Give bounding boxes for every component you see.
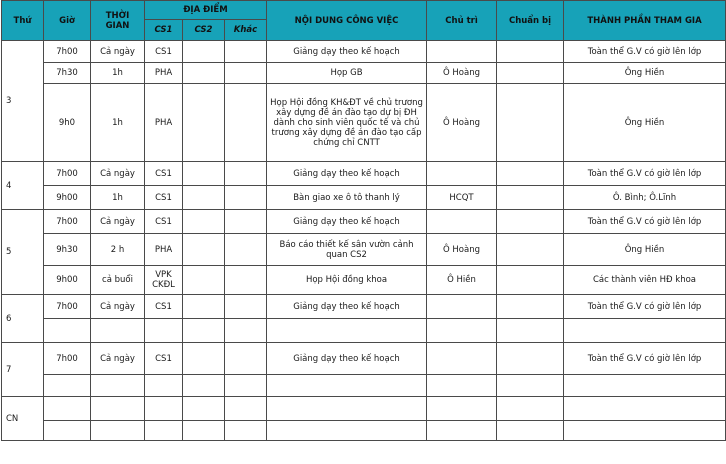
participants-cell: Toàn thể G.V có giờ lên lớp xyxy=(564,295,726,319)
content-cell: Giảng dạy theo kế hoạch xyxy=(267,41,427,63)
cs1-cell: CS1 xyxy=(145,41,183,63)
cs1-cell xyxy=(145,397,183,421)
chair-cell: Ô Hoàng xyxy=(427,63,497,84)
cs2-cell xyxy=(183,41,225,63)
chair-cell xyxy=(427,375,497,397)
khac-cell xyxy=(225,421,267,441)
participants-cell xyxy=(564,397,726,421)
cs1-cell xyxy=(145,319,183,343)
time-cell: 9h0 xyxy=(44,84,91,162)
day-cell: 6 xyxy=(2,295,44,343)
prep-cell xyxy=(497,397,564,421)
content-cell: Họp GB xyxy=(267,63,427,84)
prep-cell xyxy=(497,41,564,63)
table-row xyxy=(2,319,726,343)
duration-cell: 1h xyxy=(91,186,145,210)
content-cell: Giảng dạy theo kế hoạch xyxy=(267,162,427,186)
prep-cell xyxy=(497,162,564,186)
duration-cell: 2 h xyxy=(91,234,145,266)
header-cs1: CS1 xyxy=(145,20,183,41)
duration-cell: Cả ngày xyxy=(91,343,145,375)
khac-cell xyxy=(225,210,267,234)
participants-cell: Ông Hiền xyxy=(564,63,726,84)
participants-cell: Ông Hiền xyxy=(564,84,726,162)
participants-cell: Toàn thể G.V có giờ lên lớp xyxy=(564,41,726,63)
chair-cell xyxy=(427,343,497,375)
participants-cell: Ông Hiền xyxy=(564,234,726,266)
cs1-cell xyxy=(145,375,183,397)
duration-cell xyxy=(91,421,145,441)
header-dia-diem: ĐỊA ĐIỂM xyxy=(145,1,267,20)
time-cell xyxy=(44,375,91,397)
chair-cell xyxy=(427,162,497,186)
time-cell: 9h00 xyxy=(44,186,91,210)
participants-cell xyxy=(564,421,726,441)
khac-cell xyxy=(225,234,267,266)
table-row xyxy=(2,84,726,162)
content-cell: Giảng dạy theo kế hoạch xyxy=(267,343,427,375)
prep-cell xyxy=(497,186,564,210)
khac-cell xyxy=(225,162,267,186)
time-cell: 9h00 xyxy=(44,266,91,295)
cs1-cell: VPK CKĐL xyxy=(145,266,183,295)
duration-cell xyxy=(91,397,145,421)
cs1-cell: PHA xyxy=(145,84,183,162)
content-cell xyxy=(267,375,427,397)
khac-cell xyxy=(225,63,267,84)
table-row xyxy=(2,397,726,421)
day-cell: CN xyxy=(2,397,44,441)
cs2-cell xyxy=(183,319,225,343)
time-cell xyxy=(44,319,91,343)
participants-cell: Toàn thể G.V có giờ lên lớp xyxy=(564,210,726,234)
time-cell: 7h00 xyxy=(44,162,91,186)
time-cell: 7h00 xyxy=(44,210,91,234)
cs2-cell xyxy=(183,210,225,234)
chair-cell: Ô Hoàng xyxy=(427,234,497,266)
duration-cell: 1h xyxy=(91,84,145,162)
khac-cell xyxy=(225,343,267,375)
duration-cell: Cả ngày xyxy=(91,295,145,319)
prep-cell xyxy=(497,210,564,234)
cs2-cell xyxy=(183,295,225,319)
cs2-cell xyxy=(183,162,225,186)
content-cell: Báo cáo thiết kế sân vườn cảnh quan CS2 xyxy=(267,234,427,266)
cs2-cell xyxy=(183,421,225,441)
participants-cell: Các thành viên HĐ khoa xyxy=(564,266,726,295)
chair-cell: Ô Hiền xyxy=(427,266,497,295)
chair-cell xyxy=(427,41,497,63)
header-thoi-gian-line1: THỜI xyxy=(105,10,130,21)
table-row xyxy=(2,375,726,397)
header-gio: Giờ xyxy=(44,1,91,41)
prep-cell xyxy=(497,63,564,84)
header-thoi-gian xyxy=(91,1,145,41)
content-cell xyxy=(267,421,427,441)
table-row xyxy=(2,295,726,319)
header-chuan-bi: Chuẩn bị xyxy=(497,1,564,41)
khac-cell xyxy=(225,266,267,295)
cs2-cell xyxy=(183,375,225,397)
chair-cell xyxy=(427,319,497,343)
cs1-cell: PHA xyxy=(145,63,183,84)
table-row xyxy=(2,234,726,266)
khac-cell xyxy=(225,41,267,63)
time-cell: 7h00 xyxy=(44,343,91,375)
day-cell: 5 xyxy=(2,210,44,295)
time-cell: 7h00 xyxy=(44,295,91,319)
participants-cell: Ô. Bình; Ô.Lĩnh xyxy=(564,186,726,210)
duration-cell: Cả ngày xyxy=(91,41,145,63)
time-cell xyxy=(44,397,91,421)
time-cell: 7h00 xyxy=(44,41,91,63)
cs2-cell xyxy=(183,234,225,266)
content-cell: Giảng dạy theo kế hoạch xyxy=(267,295,427,319)
duration-cell xyxy=(91,319,145,343)
khac-cell xyxy=(225,375,267,397)
table-row xyxy=(2,421,726,441)
cs2-cell xyxy=(183,63,225,84)
participants-cell: Toàn thể G.V có giờ lên lớp xyxy=(564,162,726,186)
duration-cell: Cả ngày xyxy=(91,210,145,234)
cs1-cell: CS1 xyxy=(145,186,183,210)
chair-cell xyxy=(427,210,497,234)
table-row xyxy=(2,210,726,234)
cs1-cell: PHA xyxy=(145,234,183,266)
day-cell: 4 xyxy=(2,162,44,210)
header-thoi-gian-line2: GIAN xyxy=(105,20,130,31)
khac-cell xyxy=(225,84,267,162)
khac-cell xyxy=(225,295,267,319)
prep-cell xyxy=(497,84,564,162)
chair-cell: HCQT xyxy=(427,186,497,210)
content-cell xyxy=(267,319,427,343)
content-cell: Họp Hội đồng khoa xyxy=(267,266,427,295)
content-cell xyxy=(267,397,427,421)
cs1-cell: CS1 xyxy=(145,210,183,234)
table-row xyxy=(2,162,726,186)
cs2-cell xyxy=(183,84,225,162)
duration-cell: 1h xyxy=(91,63,145,84)
schedule-table xyxy=(1,0,726,441)
header-khac: Khác xyxy=(225,20,267,41)
time-cell xyxy=(44,421,91,441)
participants-cell xyxy=(564,375,726,397)
khac-cell xyxy=(225,186,267,210)
prep-cell xyxy=(497,319,564,343)
duration-cell: Cả ngày xyxy=(91,162,145,186)
chair-cell: Ô Hoàng xyxy=(427,84,497,162)
header-chu-tri: Chủ trì xyxy=(427,1,497,41)
participants-cell xyxy=(564,319,726,343)
content-cell: Bàn giao xe ô tô thanh lý xyxy=(267,186,427,210)
day-cell: 3 xyxy=(2,41,44,162)
cs2-cell xyxy=(183,186,225,210)
cs1-cell: CS1 xyxy=(145,295,183,319)
chair-cell xyxy=(427,397,497,421)
header-noi-dung: NỘI DUNG CÔNG VIỆC xyxy=(267,1,427,41)
table-row xyxy=(2,343,726,375)
cs1-cell: CS1 xyxy=(145,343,183,375)
table-row xyxy=(2,266,726,295)
header-thanh-phan: THÀNH PHẦN THAM GIA xyxy=(564,1,726,41)
table-row xyxy=(2,186,726,210)
prep-cell xyxy=(497,421,564,441)
chair-cell xyxy=(427,295,497,319)
time-cell: 9h30 xyxy=(44,234,91,266)
day-cell: 7 xyxy=(2,343,44,397)
cs1-cell: CS1 xyxy=(145,162,183,186)
duration-cell: cả buổi xyxy=(91,266,145,295)
prep-cell xyxy=(497,295,564,319)
chair-cell xyxy=(427,421,497,441)
duration-cell xyxy=(91,375,145,397)
cs2-cell xyxy=(183,343,225,375)
table-row xyxy=(2,41,726,63)
header-thu: Thứ xyxy=(2,1,44,41)
participants-cell: Toàn thể G.V có giờ lên lớp xyxy=(564,343,726,375)
prep-cell xyxy=(497,266,564,295)
cs1-cell xyxy=(145,421,183,441)
khac-cell xyxy=(225,397,267,421)
khac-cell xyxy=(225,319,267,343)
content-cell: Họp Hội đồng KH&ĐT về chủ trương xây dựng đề án đào tạo dự bị ĐH dành cho sinh viên quốc tế và chủ trương xây dựng đề án đào tạo cấp chứng chỉ CNTT xyxy=(267,84,427,162)
prep-cell xyxy=(497,234,564,266)
content-cell: Giảng dạy theo kế hoạch xyxy=(267,210,427,234)
time-cell: 7h30 xyxy=(44,63,91,84)
prep-cell xyxy=(497,375,564,397)
header-cs2: CS2 xyxy=(183,20,225,41)
cs2-cell xyxy=(183,266,225,295)
cs2-cell xyxy=(183,397,225,421)
table-row xyxy=(2,63,726,84)
prep-cell xyxy=(497,343,564,375)
